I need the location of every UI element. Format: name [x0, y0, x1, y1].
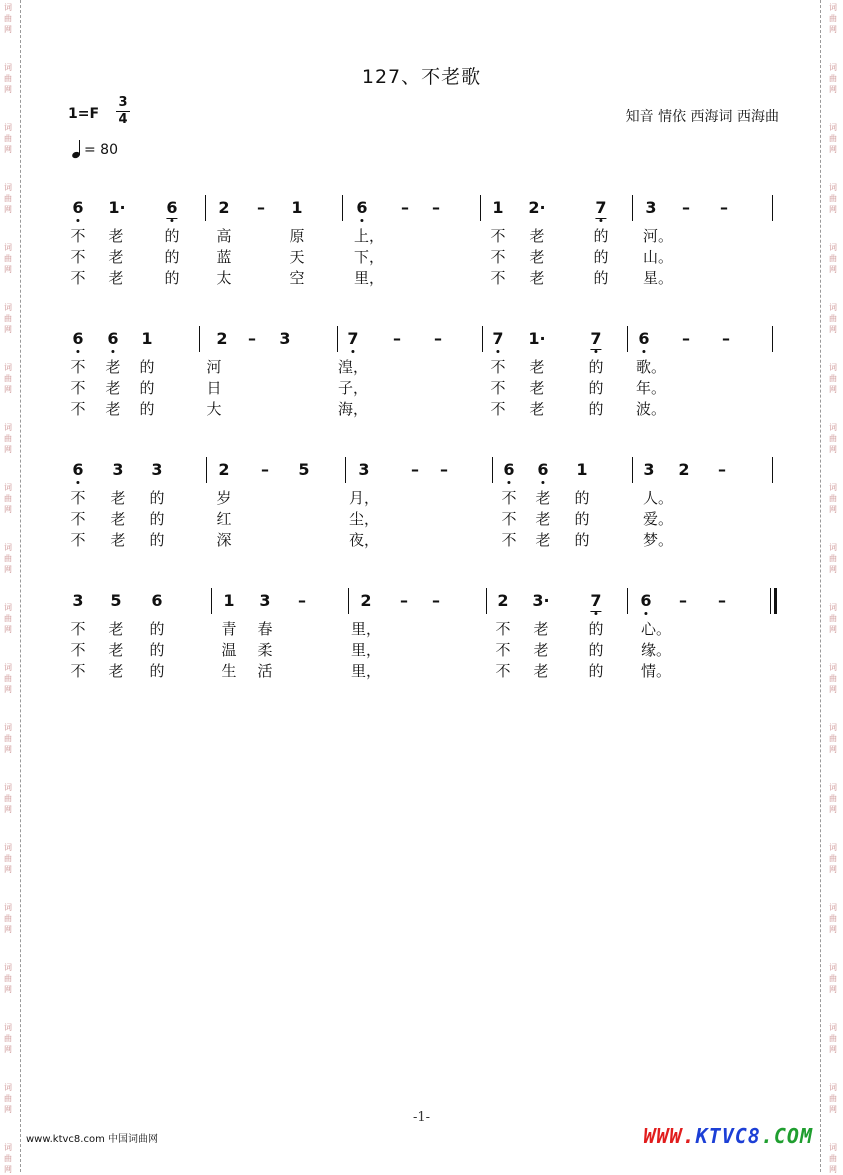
watermark-text: 词 曲 网 [4, 183, 12, 214]
lyric-char: 河 [206, 358, 222, 376]
time-signature-bottom: 4 [118, 112, 128, 127]
watermark-text: 词 曲 网 [829, 303, 837, 334]
hold-dash: – [261, 460, 269, 479]
lyric-char: 的 [139, 379, 155, 397]
lyric-char: 的 [139, 358, 155, 376]
lyric-char: 不 [501, 489, 517, 507]
note: 6 [166, 198, 178, 217]
lyric-char: 歌。 [635, 358, 667, 376]
lyric-char: 的 [588, 620, 604, 638]
lyric-char: 老 [535, 531, 551, 549]
lyric-char: 老 [529, 358, 545, 376]
score-system-1 [0, 198, 843, 289]
lyric-char: 里， [350, 641, 382, 659]
lyric-char: 心。 [640, 620, 672, 638]
lyric-char: 不 [70, 248, 86, 266]
lyric-char: 里， [353, 269, 385, 287]
notation-line [0, 198, 843, 226]
note: 6 [503, 460, 515, 479]
note: 1 [291, 198, 303, 217]
lyric-line-verse-2 [0, 509, 843, 530]
notation-line [0, 591, 843, 619]
lyric-char: 缘。 [640, 641, 672, 659]
lyric-char: 老 [105, 379, 121, 397]
lyric-char: 的 [574, 510, 590, 528]
watermark-text: 词 曲 网 [829, 723, 837, 754]
hold-dash: – [722, 329, 730, 348]
watermark-text: 词 曲 网 [4, 63, 12, 94]
left-margin-watermarks [2, 0, 16, 1172]
lyric-char: 不 [70, 227, 86, 245]
lyric-char: 老 [108, 227, 124, 245]
barline [632, 195, 633, 221]
note: 3· [532, 591, 550, 610]
note: 1· [108, 198, 126, 217]
hold-dash: – [718, 591, 726, 610]
note: 6 [638, 329, 650, 348]
lyric-char: 的 [593, 269, 609, 287]
lyric-char: 的 [574, 489, 590, 507]
watermark-text: 词 曲 网 [829, 1023, 837, 1054]
lyric-line-verse-1 [0, 488, 843, 509]
watermark-text: 词 曲 网 [4, 123, 12, 154]
lyric-char: 老 [108, 269, 124, 287]
watermark-text: 词 曲 网 [829, 1143, 837, 1174]
hold-dash: – [440, 460, 448, 479]
hold-dash: – [257, 198, 265, 217]
tempo-value: = 80 [84, 142, 118, 158]
barline [482, 326, 483, 352]
watermark-text: 词 曲 网 [4, 423, 12, 454]
lyric-char: 活 [257, 662, 273, 680]
lyric-char: 的 [574, 531, 590, 549]
lyric-char: 的 [164, 227, 180, 245]
hold-dash: – [400, 591, 408, 610]
watermark-text: 词 曲 网 [829, 3, 837, 34]
lyric-line-verse-1 [0, 619, 843, 640]
lyric-char: 老 [110, 531, 126, 549]
note: 5 [298, 460, 310, 479]
lyric-char: 夜， [348, 531, 380, 549]
lyric-char: 高 [216, 227, 232, 245]
watermark-text: 词 曲 网 [829, 783, 837, 814]
watermark-text: 词 曲 网 [829, 183, 837, 214]
lyric-char: 里， [350, 620, 382, 638]
lyric-char: 不 [495, 662, 511, 680]
lyric-char: 的 [149, 489, 165, 507]
lyric-line-verse-3 [0, 399, 843, 420]
lyric-char: 人。 [642, 489, 674, 507]
hold-dash: – [411, 460, 419, 479]
lyric-char: 蓝 [216, 248, 232, 266]
barline [772, 326, 773, 352]
lyric-char: 不 [70, 510, 86, 528]
lyric-char: 不 [70, 531, 86, 549]
barline [492, 457, 493, 483]
watermark-text: 词 曲 网 [829, 243, 837, 274]
note: 3 [279, 329, 291, 348]
lyric-char: 的 [139, 400, 155, 418]
final-barline [770, 588, 771, 614]
logo-part-www: WWW. [643, 1124, 696, 1148]
lyric-char: 大 [206, 400, 222, 418]
barline [342, 195, 343, 221]
lyric-char: 老 [529, 269, 545, 287]
lyric-char: 子， [337, 379, 369, 397]
lyric-char: 尘， [348, 510, 380, 528]
lyric-char: 的 [588, 400, 604, 418]
watermark-text: 词 曲 网 [829, 1083, 837, 1114]
note: 2 [497, 591, 509, 610]
barline [627, 326, 628, 352]
key-signature: 1=F [68, 106, 100, 122]
lyric-char: 老 [105, 400, 121, 418]
watermark-text: 词 曲 网 [4, 1023, 12, 1054]
lyric-char: 老 [529, 248, 545, 266]
lyric-char: 不 [70, 269, 86, 287]
lyric-char: 的 [588, 358, 604, 376]
logo-part-com: .COM [760, 1124, 813, 1148]
lyric-char: 不 [70, 400, 86, 418]
barline [345, 457, 346, 483]
lyric-char: 不 [501, 531, 517, 549]
note: 2 [218, 198, 230, 217]
note: 6 [537, 460, 549, 479]
lyric-char: 老 [108, 620, 124, 638]
lyric-char: 老 [529, 379, 545, 397]
lyric-char: 不 [70, 379, 86, 397]
lyric-char: 不 [495, 641, 511, 659]
watermark-text: 词 曲 网 [4, 843, 12, 874]
lyric-char: 老 [108, 641, 124, 659]
note: 6 [72, 198, 84, 217]
note: 1· [528, 329, 546, 348]
watermark-text: 词 曲 网 [4, 603, 12, 634]
lyric-char: 老 [110, 489, 126, 507]
barline [627, 588, 628, 614]
note: 6 [356, 198, 368, 217]
watermark-text: 词 曲 网 [829, 963, 837, 994]
lyric-char: 年。 [635, 379, 667, 397]
song-title: 127、不老歌 [361, 66, 482, 88]
note: 2· [528, 198, 546, 217]
watermark-text: 词 曲 网 [4, 783, 12, 814]
tempo-marking [72, 140, 118, 158]
lyric-char: 波。 [635, 400, 667, 418]
watermark-text: 词 曲 网 [4, 303, 12, 334]
barline [486, 588, 487, 614]
lyric-char: 青 [221, 620, 237, 638]
lyric-char: 太 [216, 269, 232, 287]
lyric-char: 柔 [257, 641, 273, 659]
credits: 知音 情依 西海词 西海曲 [625, 109, 779, 125]
lyric-char: 的 [593, 227, 609, 245]
note: 2 [216, 329, 228, 348]
lyric-char: 不 [70, 662, 86, 680]
watermark-text: 词 曲 网 [4, 1083, 12, 1114]
note: 2 [678, 460, 690, 479]
lyric-char: 老 [533, 662, 549, 680]
lyric-char: 不 [501, 510, 517, 528]
watermark-text: 词 曲 网 [829, 423, 837, 454]
watermark-text: 词 曲 网 [829, 543, 837, 574]
lyric-char: 老 [535, 489, 551, 507]
lyric-char: 深 [216, 531, 232, 549]
lyric-char: 的 [164, 269, 180, 287]
note: 7 [347, 329, 359, 348]
barline [632, 457, 633, 483]
note: 1 [141, 329, 153, 348]
lyric-char: 不 [490, 269, 506, 287]
lyric-char: 红 [216, 510, 232, 528]
lyric-char: 梦。 [642, 531, 674, 549]
watermark-text: 词 曲 网 [4, 963, 12, 994]
note: 6 [72, 329, 84, 348]
note: 6 [151, 591, 163, 610]
watermark-text: 词 曲 网 [4, 483, 12, 514]
score-system-4 [0, 591, 843, 682]
lyric-char: 不 [70, 620, 86, 638]
lyric-line-verse-2 [0, 247, 843, 268]
lyric-char: 星。 [642, 269, 674, 287]
lyric-char: 上， [353, 227, 385, 245]
footer-site-text: www.ktvc8.com 中国词曲网 [26, 1134, 159, 1145]
hold-dash: – [434, 329, 442, 348]
lyric-char: 湟， [337, 358, 369, 376]
note: 7 [590, 591, 602, 610]
watermark-text: 词 曲 网 [4, 543, 12, 574]
lyric-char: 不 [70, 489, 86, 507]
hold-dash: – [682, 329, 690, 348]
lyric-char: 原 [289, 227, 305, 245]
note: 6 [107, 329, 119, 348]
lyric-char: 老 [533, 641, 549, 659]
lyric-char: 山。 [642, 248, 674, 266]
note: 1 [223, 591, 235, 610]
lyric-char: 的 [149, 662, 165, 680]
logo-part-ktvc8: KTVC8 [695, 1124, 761, 1148]
lyric-char: 的 [593, 248, 609, 266]
hold-dash: – [248, 329, 256, 348]
lyric-char: 老 [108, 662, 124, 680]
lyric-char: 不 [70, 358, 86, 376]
page-number: -1- [412, 1110, 431, 1125]
lyric-line-verse-2 [0, 378, 843, 399]
lyric-char: 的 [164, 248, 180, 266]
watermark-text: 词 曲 网 [4, 363, 12, 394]
watermark-text: 词 曲 网 [4, 243, 12, 274]
note: 7 [590, 329, 602, 348]
lyric-line-verse-3 [0, 268, 843, 289]
barline [348, 588, 349, 614]
hold-dash: – [393, 329, 401, 348]
hold-dash: – [298, 591, 306, 610]
lyric-char: 的 [588, 662, 604, 680]
score-system-2 [0, 329, 843, 420]
lyric-char: 温 [221, 641, 237, 659]
hold-dash: – [432, 198, 440, 217]
barline [206, 457, 207, 483]
lyric-char: 下， [353, 248, 385, 266]
lyric-char: 不 [490, 379, 506, 397]
watermark-text: 词 曲 网 [4, 1143, 12, 1174]
lyric-char: 老 [110, 510, 126, 528]
lyric-char: 老 [535, 510, 551, 528]
note: 1 [492, 198, 504, 217]
footer-logo [643, 1124, 813, 1148]
lyric-char: 河。 [642, 227, 674, 245]
note: 7 [492, 329, 504, 348]
note: 3 [151, 460, 163, 479]
watermark-text: 词 曲 网 [4, 663, 12, 694]
note: 3 [72, 591, 84, 610]
lyric-char: 老 [529, 400, 545, 418]
lyric-char: 不 [495, 620, 511, 638]
lyric-line-verse-3 [0, 530, 843, 551]
note: 3 [643, 460, 655, 479]
lyric-char: 的 [149, 510, 165, 528]
note: 2 [360, 591, 372, 610]
watermark-text: 词 曲 网 [829, 363, 837, 394]
watermark-text: 词 曲 网 [4, 903, 12, 934]
barline [337, 326, 338, 352]
note: 5 [110, 591, 122, 610]
hold-dash: – [401, 198, 409, 217]
hold-dash: – [432, 591, 440, 610]
lyric-char: 的 [588, 379, 604, 397]
lyric-char: 的 [588, 641, 604, 659]
quarter-note-icon [72, 140, 82, 158]
note: 1 [576, 460, 588, 479]
lyric-line-verse-1 [0, 226, 843, 247]
lyric-char: 情。 [640, 662, 672, 680]
barline [480, 195, 481, 221]
barline [199, 326, 200, 352]
note: 3 [645, 198, 657, 217]
lyric-char: 天 [289, 248, 305, 266]
hold-dash: – [679, 591, 687, 610]
watermark-text: 词 曲 网 [829, 483, 837, 514]
watermark-text: 词 曲 网 [829, 903, 837, 934]
score-system-3 [0, 460, 843, 551]
barline [772, 457, 773, 483]
lyric-char: 老 [108, 248, 124, 266]
hold-dash: – [682, 198, 690, 217]
watermark-text: 词 曲 网 [829, 663, 837, 694]
lyric-char: 不 [490, 227, 506, 245]
lyric-char: 老 [533, 620, 549, 638]
note: 6 [72, 460, 84, 479]
notation-line [0, 460, 843, 488]
lyric-char: 日 [206, 379, 222, 397]
lyric-line-verse-2 [0, 640, 843, 661]
notation-line [0, 329, 843, 357]
lyric-char: 春 [257, 620, 273, 638]
lyric-char: 不 [490, 248, 506, 266]
lyric-char: 海， [337, 400, 369, 418]
note: 3 [259, 591, 271, 610]
barline [772, 195, 773, 221]
lyric-char: 的 [149, 531, 165, 549]
lyric-char: 老 [529, 227, 545, 245]
note: 2 [218, 460, 230, 479]
watermark-text: 词 曲 网 [829, 603, 837, 634]
watermark-text: 词 曲 网 [829, 63, 837, 94]
lyric-char: 岁 [216, 489, 232, 507]
lyric-char: 生 [221, 662, 237, 680]
watermark-text: 词 曲 网 [4, 3, 12, 34]
hold-dash: – [720, 198, 728, 217]
hold-dash: – [718, 460, 726, 479]
lyric-char: 不 [70, 641, 86, 659]
time-signature-top: 3 [118, 95, 128, 110]
right-margin-watermarks [825, 0, 839, 1172]
watermark-text: 词 曲 网 [829, 123, 837, 154]
note: 7 [595, 198, 607, 217]
lyric-char: 爱。 [642, 510, 674, 528]
time-signature [116, 96, 130, 127]
lyric-char: 不 [490, 358, 506, 376]
watermark-text: 词 曲 网 [4, 723, 12, 754]
watermark-text: 词 曲 网 [829, 843, 837, 874]
note: 3 [358, 460, 370, 479]
note: 6 [640, 591, 652, 610]
barline [211, 588, 212, 614]
lyric-char: 月， [348, 489, 380, 507]
lyric-char: 里， [350, 662, 382, 680]
lyric-char: 不 [490, 400, 506, 418]
lyric-char: 的 [149, 641, 165, 659]
lyric-char: 老 [105, 358, 121, 376]
lyric-line-verse-3 [0, 661, 843, 682]
lyric-line-verse-1 [0, 357, 843, 378]
barline [205, 195, 206, 221]
lyric-char: 空 [289, 269, 305, 287]
lyric-char: 的 [149, 620, 165, 638]
note: 3 [112, 460, 124, 479]
